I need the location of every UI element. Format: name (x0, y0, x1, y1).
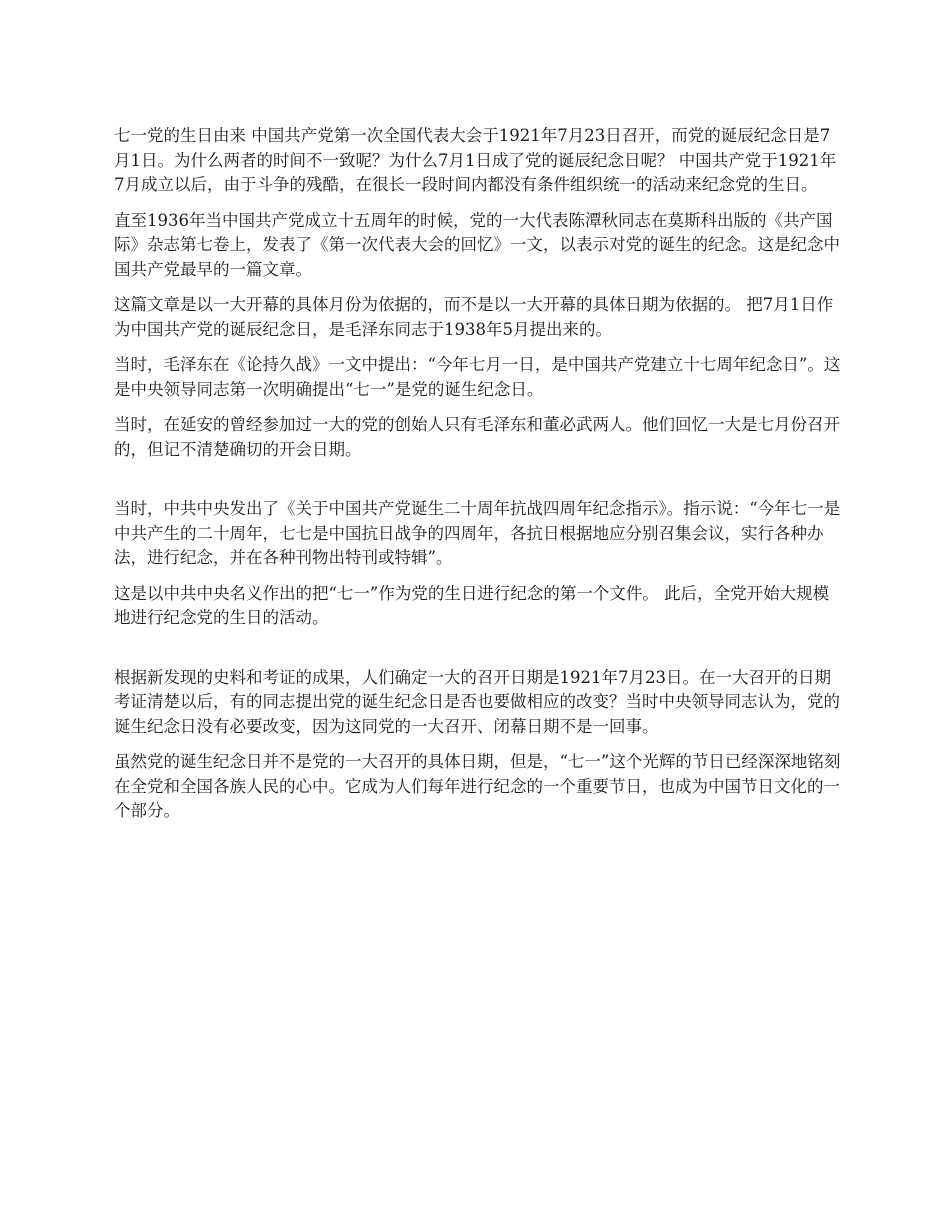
paragraph-9: 虽然党的诞生纪念日并不是党的一大召开的具体日期，但是，“七一”这个光辉的节日已经深深地铭刻在全党和全国各族人民的心中。它成为人们每年进行纪念的一个重要节日，也成为中国节日文化的一个部分。 (114, 752, 841, 820)
section-gap (114, 473, 842, 497)
paragraph-4: 当时，毛泽东在《论持久战》一文中提出：“今年七月一日，是中国共产党建立十七周年纪念日”。这是中央领导同志第一次明确提出“七一”是党的诞生纪念日。 (114, 355, 841, 399)
paragraph-6: 当时，中共中央发出了《关于中国共产党诞生二十周年抗战四周年纪念指示》。指示说：“今年七一是中共产生的二十周年，七七是中国抗日战争的四周年，各抗日根据地应分别召集会议，实行各种办法，进行纪念，并在各种刊物出特刊或特辑”。 (114, 499, 841, 567)
paragraph-1: 七一党的生日由来 中国共产党第一次全国代表大会于1921年7月23日召开，而党的诞辰纪念日是7月1日。为什么两者的时间不一致呢？为什么7月1日成了党的诞辰纪念日呢？ 中国共产党于1921年7月成立以后，由于斗争的残酷，在很长一段时间内都没有条件组织统一的活动来纪念党的生日。 (114, 126, 837, 194)
paragraph-8: 根据新发现的史料和考证的成果，人们确定一大的召开日期是1921年7月23日。在一大召开的日期考证清楚以后，有的同志提出党的诞生纪念日是否也要做相应的改变？当时中央领导同志认为，党的诞生纪念日没有必要改变，因为这同党的一大召开、闭幕日期不是一回事。 (114, 667, 840, 736)
paragraph-7: 这是以中共中央名义作出的把“七一”作为党的生日进行纪念的第一个文件。 此后，全党开始大规模地进行纪念党的生日的活动。 (114, 583, 830, 627)
document-page (114, 124, 842, 835)
paragraph-2: 直至1936年当中国共产党成立十五周年的时候，党的一大代表陈潭秋同志在莫斯科出版的《共产国际》杂志第七卷上，发表了《第一次代表大会的回忆》一文，以表示对党的诞生的纪念。这是纪念中国共产党最早的一篇文章。 (114, 210, 840, 279)
paragraph-5: 当时，在延安的曾经参加过一大的党的创始人只有毛泽东和董必武两人。他们回忆一大是七月份召开的，但记不清楚确切的开会日期。 (114, 415, 840, 459)
paragraph-3: 这篇文章是以一大开幕的具体月份为依据的，而不是以一大开幕的具体日期为依据的。 把7月1日作为中国共产党的诞辰纪念日，是毛泽东同志于1938年5月提出来的。 (114, 295, 834, 339)
section-gap (114, 642, 842, 666)
